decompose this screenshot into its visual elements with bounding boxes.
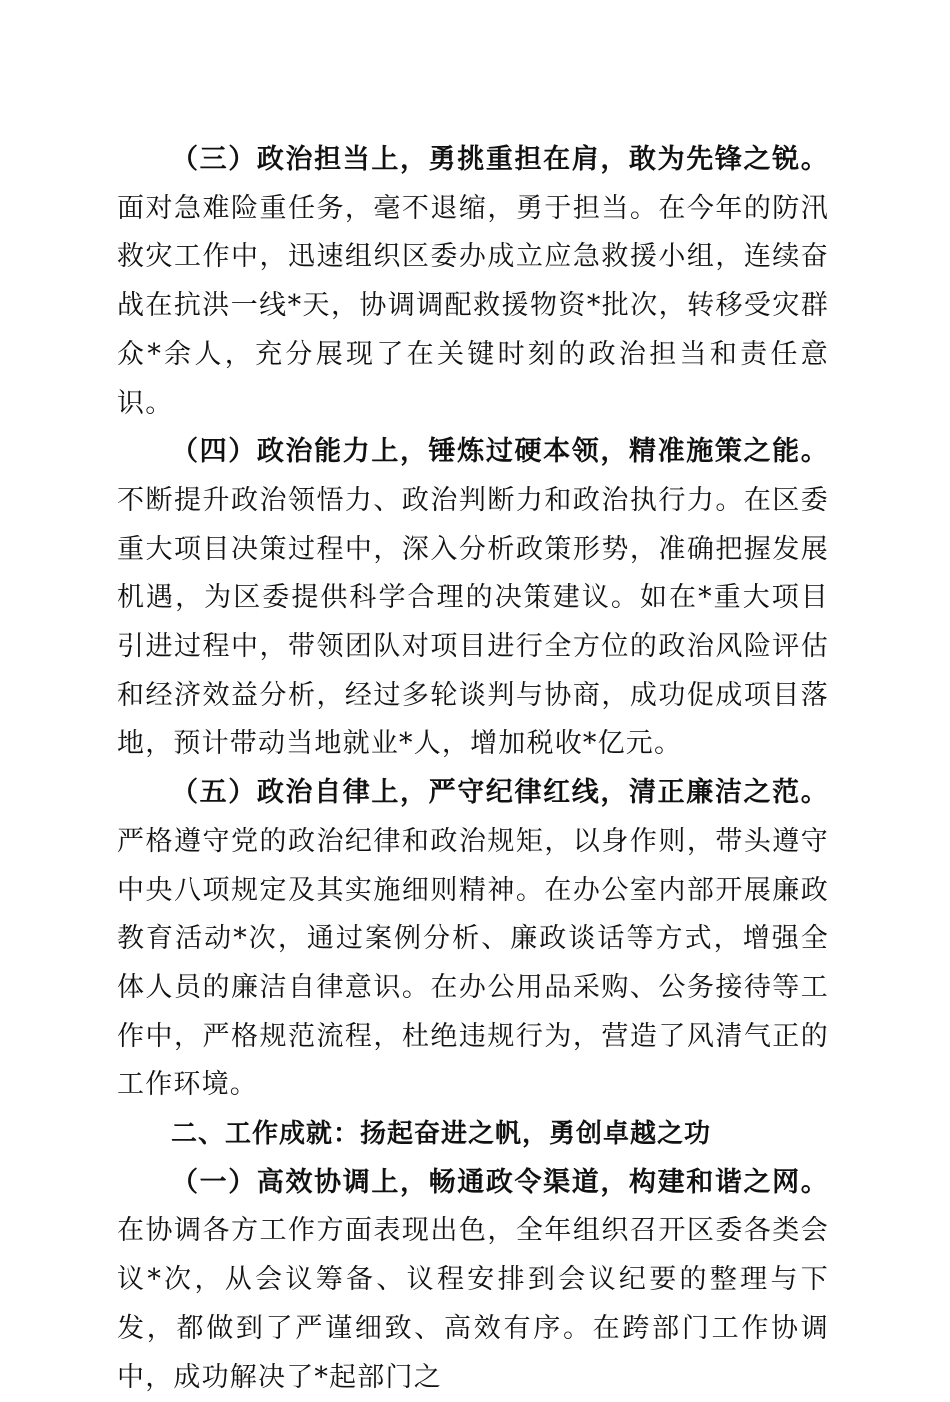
section-heading: 二、工作成就：扬起奋进之帆，勇创卓越之功 <box>171 1119 712 1150</box>
paragraph-lead: （一）高效协调上，畅通政令渠道，构建和谐之网。 <box>171 1166 829 1198</box>
paragraph-text: 严格遵守党的政治纪律和政治规矩，以身作则，带头遵守中央八项规定及其实施细则精神。在办公室内部开展廉政教育活动*次，通过案例分析、廉政谈话等方式，增强全体人员的廉洁自律意识。在办公用品采购、公务接待等工作中，严格规范流程，杜绝违规行为，营造了风清气正的工作环境。 <box>117 825 829 1101</box>
paragraph-text: 不断提升政治领悟力、政治判断力和政治执行力。在区委重大项目决策过程中，深入分析政策形势，准确把握发展机遇，为区委提供科学合理的决策建议。如在*重大项目引进过程中，带领团队对项目进行全方位的政治风险评估和经济效益分析，经过多轮谈判与协商，成功促成项目落地，预计带动当地就业*人，增加税收*亿元。 <box>117 484 829 760</box>
paragraph-political-responsibility <box>117 136 829 428</box>
paragraph-text: 面对急难险重任务，毫不退缩，勇于担当。在今年的防汛救灾工作中，迅速组织区委办成立应急救援小组，连续奋战在抗洪一线*天，协调调配救援物资*批次，转移受灾群众*余人，充分展现了在关键时刻的政治担当和责任意识。 <box>117 192 829 419</box>
paragraph-lead: （三）政治担当上，勇挑重担在肩，敢为先锋之锐。 <box>171 144 829 175</box>
paragraph-political-self-discipline <box>117 769 829 1110</box>
paragraph-lead: （五）政治自律上，严守纪律红线，清正廉洁之范。 <box>171 777 829 809</box>
paragraph-text: 在协调各方工作方面表现出色，全年组织召开区委各类会议*次，从会议筹备、议程安排到会议纪要的整理与下发，都做到了严谨细致、高效有序。在跨部门工作协调中，成功解决了*起部门之 <box>117 1215 829 1393</box>
paragraph-efficient-coordination <box>117 1159 829 1402</box>
paragraph-political-capability <box>117 428 829 769</box>
document-body <box>117 136 829 1402</box>
paragraph-lead: （四）政治能力上，锤炼过硬本领，精准施策之能。 <box>171 436 829 468</box>
